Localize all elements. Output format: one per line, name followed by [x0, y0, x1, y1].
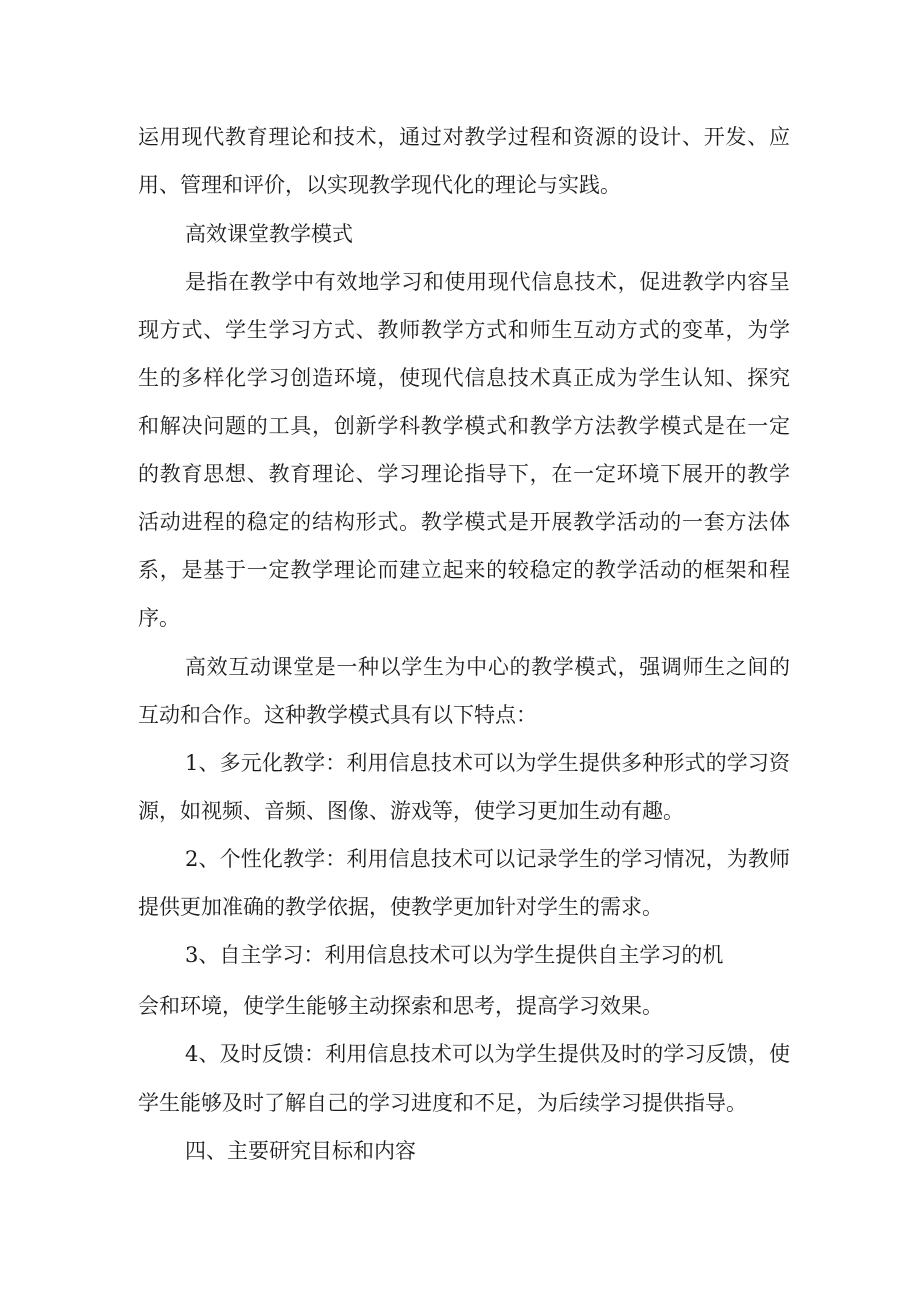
text-line-2: 用、管理和评价，以实现教学现代化的理论与实践。 [138, 173, 621, 197]
text-line-7: 和解决问题的工具，创新学科教学模式和教学方法教学模式是在一定 [138, 414, 790, 438]
list-item-2-line-2: 提供更加准确的教学依据，使教学更加针对学生的需求。 [138, 895, 663, 919]
list-item-3-line-1: 3、自主学习：利用信息技术可以为学生提供自主学习的机 [185, 943, 724, 967]
text-line-1: 运用现代教育理论和技术，通过对教学过程和资源的设计、开发、应 [138, 125, 790, 149]
text-line-4: 是指在教学中有效地学习和使用现代信息技术，促进教学内容呈 [185, 270, 790, 294]
text-line-12: 高效互动课堂是一种以学生为中心的教学模式，强调师生之间的 [185, 655, 790, 679]
text-line-5: 现方式、学生学习方式、教师教学方式和师生互动方式的变革，为学 [138, 318, 790, 342]
list-item-1-line-2: 源，如视频、音频、图像、游戏等，使学习更加生动有趣。 [138, 799, 684, 823]
list-item-4-line-1: 4、及时反馈：利用信息技术可以为学生提供及时的学习反馈，使 [185, 1042, 790, 1066]
text-line-6: 生的多样化学习创造环境，使现代信息技术真正成为学生认知、探究 [138, 366, 790, 390]
text-line-8: 的教育思想、教育理论、学习理论指导下，在一定环境下展开的教学 [138, 462, 790, 486]
text-line-11: 序。 [138, 606, 180, 630]
section-heading-efficient-classroom: 高效课堂教学模式 [185, 222, 353, 246]
list-item-4-line-2: 学生能够及时了解自己的学习进度和不足，为后续学习提供指导。 [138, 1091, 747, 1115]
list-item-1-line-1: 1、多元化教学：利用信息技术可以为学生提供多种形式的学习资 [185, 751, 790, 775]
text-line-10: 系，是基于一定教学理论而建立起来的较稳定的教学活动的框架和程 [138, 558, 790, 582]
list-item-2-line-1: 2、个性化教学：利用信息技术可以记录学生的学习情况，为教师 [185, 847, 790, 871]
text-line-9: 活动进程的稳定的结构形式。教学模式是开展教学活动的一套方法体 [138, 510, 790, 534]
list-item-3-line-2: 会和环境，使学生能够主动探索和思考，提高学习效果。 [138, 994, 663, 1018]
text-line-13: 互动和合作。这种教学模式具有以下特点： [138, 703, 537, 727]
section-heading-research-goals: 四、主要研究目标和内容 [185, 1139, 416, 1163]
